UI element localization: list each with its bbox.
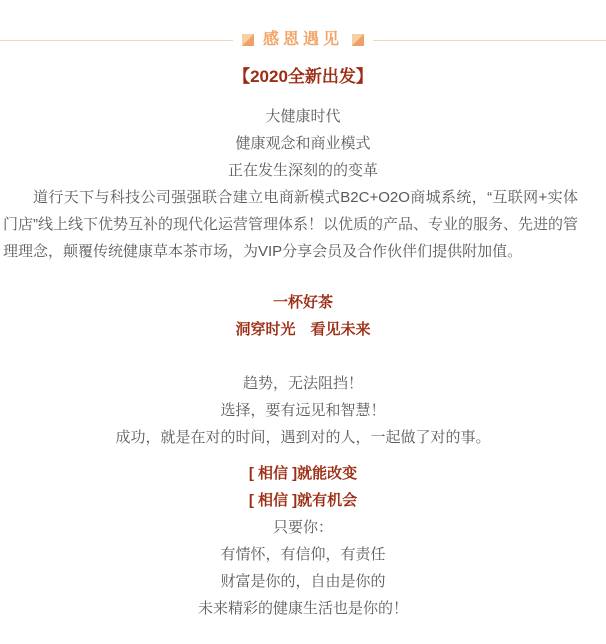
stanza-line: 成功，就是在对的时间，遇到对的人，一起做了对的事。 <box>115 429 491 446</box>
section-title: 感恩遇见 <box>263 31 344 48</box>
slogan-believe-change: [ 相信 ]就能改变 <box>248 465 358 482</box>
body-paragraph: 道行天下与科技公司强强联合建立电商新模式B2C+O2O商城系统，“互联网+实体门店”线上线下优势互补的现代化运营管理体系！以优质的产品、专业的服务、先进的管理理念，颠覆传统健康草本茶市场，为VIP分享会员及合作伙伴们提供附加值。 <box>3 189 578 260</box>
stanza-line: 有情怀，有信仰，有责任 <box>220 546 386 563</box>
stanza-line: 只要你： <box>272 519 333 536</box>
stanza-line: 大健康时代 <box>265 108 341 125</box>
article-page <box>0 30 606 622</box>
divider-line-left <box>0 40 233 41</box>
stanza-line: 未来精彩的健康生活也是你的！ <box>197 600 408 617</box>
ornament-square-right-icon <box>352 34 364 46</box>
ornament-square-left-icon <box>242 34 254 46</box>
stanza-line: 趋势，无法阻挡！ <box>242 375 363 392</box>
slogan-believe-chance: [ 相信 ]就有机会 <box>248 492 358 509</box>
section-divider <box>0 30 606 50</box>
stanza-closing <box>0 514 606 622</box>
article-heading: 【2020全新出发】 <box>233 67 373 86</box>
divider-line-right <box>373 40 606 41</box>
slogan-future: 洞穿时光 看见未来 <box>235 321 371 338</box>
stanza-intro <box>0 103 606 184</box>
stanza-line: 健康观念和商业模式 <box>235 135 371 152</box>
stanza-line: 财富是你的，自由是你的 <box>220 573 386 590</box>
slogan-tea: 一杯好茶 <box>272 294 333 311</box>
stanza-line: 正在发生深刻的的变革 <box>227 162 378 179</box>
stanza-line: 选择，要有远见和智慧！ <box>220 402 386 419</box>
stanza-trend <box>0 370 606 451</box>
